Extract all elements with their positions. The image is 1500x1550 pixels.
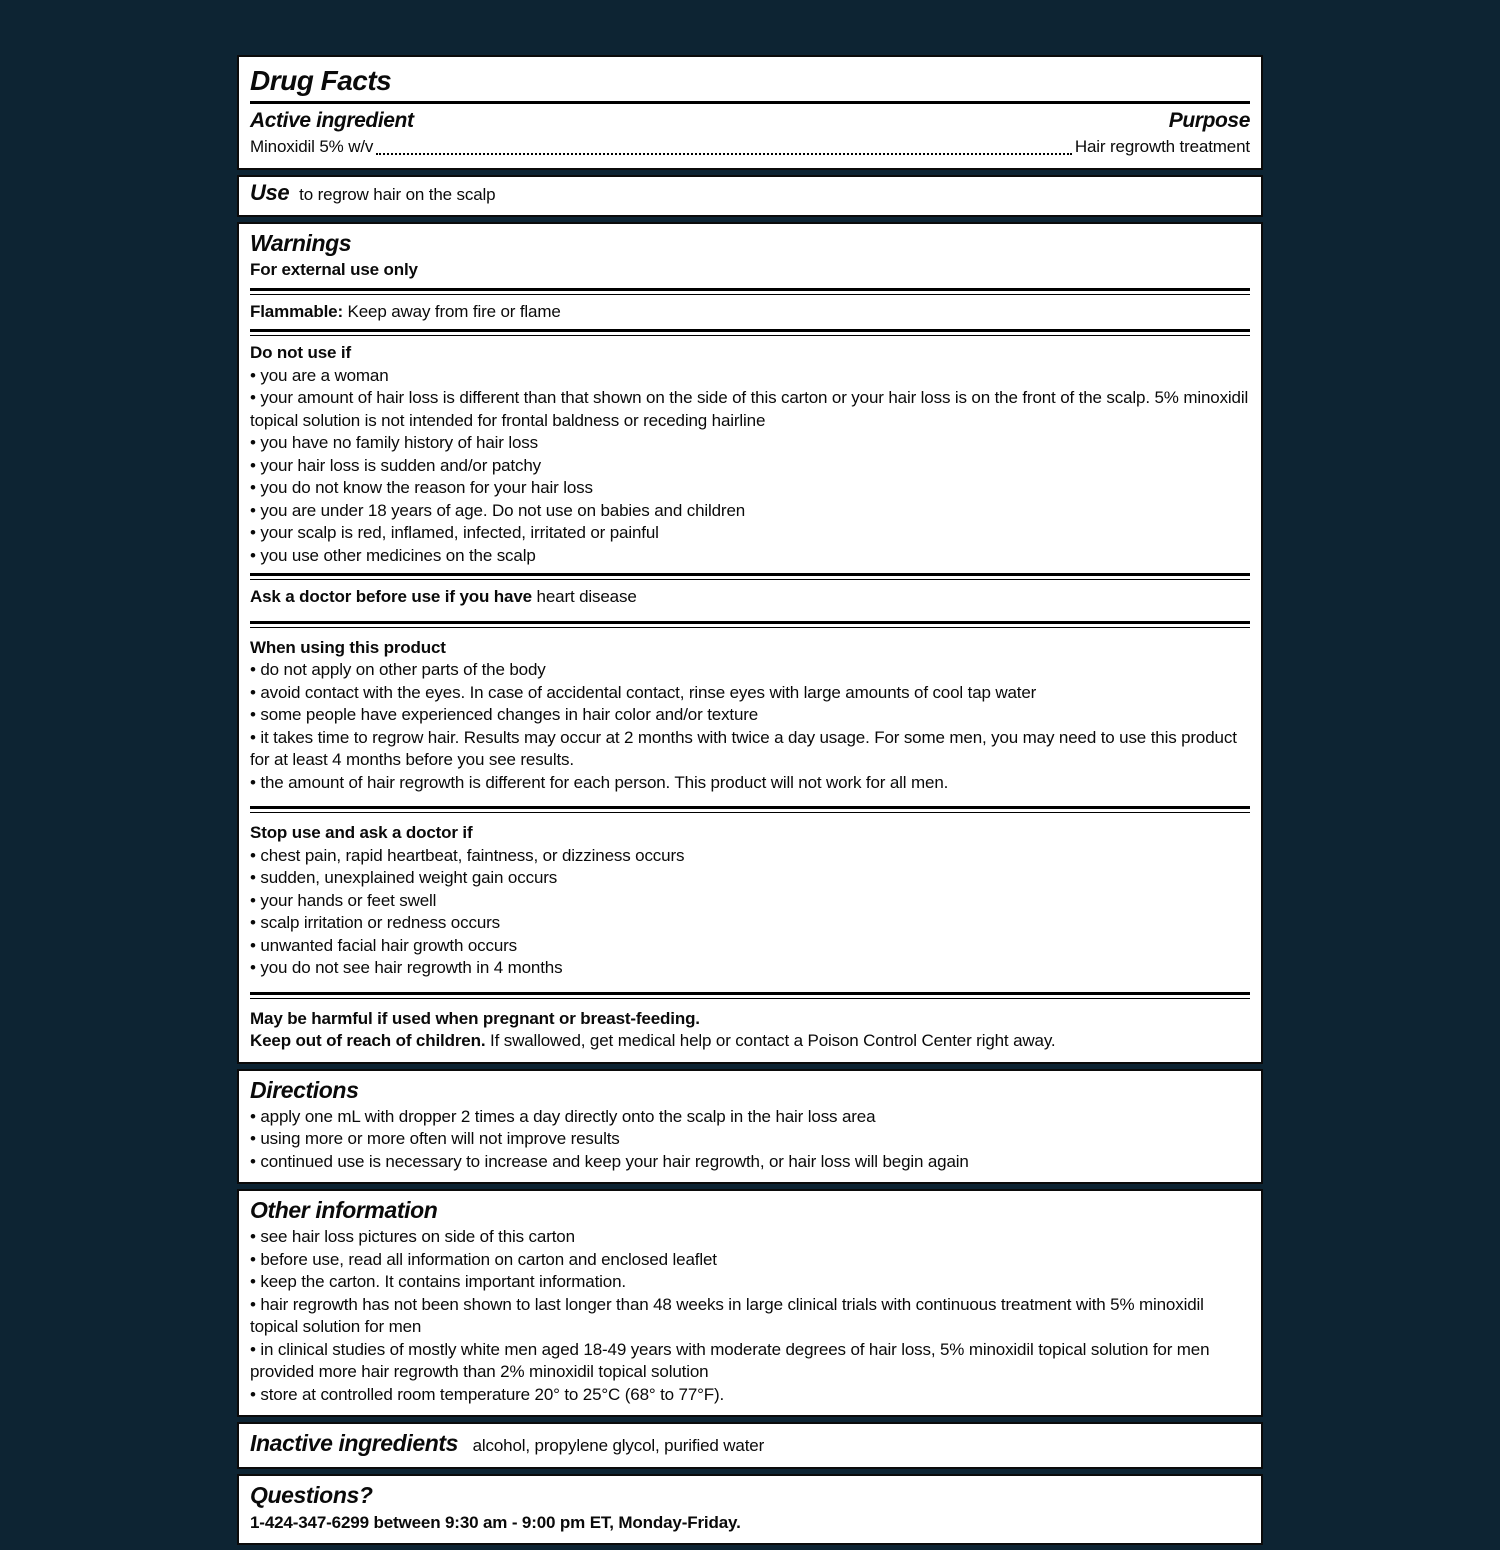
directions-section <box>237 1069 1263 1185</box>
list-item: • continued use is necessary to increase and keep your hair regrowth, or hair loss will begin again <box>250 1151 1250 1174</box>
children-warning <box>250 1030 1250 1053</box>
header-section <box>237 55 1263 170</box>
flammable-label: Flammable: <box>250 301 343 321</box>
list-item: • you do not know the reason for your hair loss <box>250 477 1250 500</box>
list-item: • using more or more often will not improve results <box>250 1128 1250 1151</box>
ask-doctor-warning <box>250 586 1250 609</box>
list-item: • you are a woman <box>250 365 1250 388</box>
list-item: • chest pain, rapid heartbeat, faintness, or dizziness occurs <box>250 845 1250 868</box>
questions-phone: 1-424-347-6299 between 9:30 am - 9:00 pm ET, Monday-Friday. <box>250 1512 741 1532</box>
list-item: • you are under 18 years of age. Do not use on babies and children <box>250 500 1250 523</box>
ingredient-purpose: Hair regrowth treatment <box>1074 137 1250 156</box>
divider <box>250 621 1250 628</box>
list-item: • see hair loss pictures on side of this carton <box>250 1226 1250 1249</box>
dot-leader <box>376 153 1072 155</box>
drug-facts-title: Drug Facts <box>250 65 392 96</box>
divider <box>250 329 1250 336</box>
purpose-label: Purpose <box>1168 109 1250 132</box>
list-item: • keep the carton. It contains important information. <box>250 1271 1250 1294</box>
list-item: • the amount of hair regrowth is different for each person. This product will not work for all men. <box>250 772 1250 795</box>
inactive-ingredients-section <box>237 1422 1263 1469</box>
list-item: • your amount of hair loss is different than that shown on the side of this carton or your hair loss is on the front of the scalp. 5% minoxidil topical solution is not intended for frontal baldness or receding hairline <box>250 387 1250 432</box>
use-text: to regrow hair on the scalp <box>299 184 496 204</box>
list-item: • it takes time to regrow hair. Results may occur at 2 months with twice a day usage. For some men, you may need to use this product for at least 4 months before you see results. <box>250 727 1250 772</box>
list-item: • scalp irritation or redness occurs <box>250 912 1250 935</box>
ask-doctor-label: Ask a doctor before use if you have <box>250 587 532 606</box>
stop-use-heading: Stop use and ask a doctor if <box>250 823 473 842</box>
list-item: • before use, read all information on carton and enclosed leaflet <box>250 1249 1250 1272</box>
inactive-ingredients-text: alcohol, propylene glycol, purified water <box>472 1436 765 1455</box>
divider <box>250 288 1250 295</box>
use-heading: Use <box>250 179 290 205</box>
title-rule <box>250 101 1250 104</box>
flammable-warning <box>250 301 1250 324</box>
list-item: • you use other medicines on the scalp <box>250 545 1250 568</box>
list-item: • store at controlled room temperature 20° to 25°C (68° to 77°F). <box>250 1384 1250 1407</box>
list-item: • do not apply on other parts of the body <box>250 659 1250 682</box>
warnings-heading: Warnings <box>250 230 352 256</box>
questions-heading: Questions? <box>250 1481 373 1508</box>
list-item: • you do not see hair regrowth in 4 months <box>250 957 1250 980</box>
pregnancy-warning: May be harmful if used when pregnant or breast-feeding. <box>250 1008 700 1028</box>
list-item: • avoid contact with the eyes. In case of accidental contact, rinse eyes with large amounts of cool tap water <box>250 682 1250 705</box>
list-item: • your hair loss is sudden and/or patchy <box>250 455 1250 478</box>
list-item: • your hands or feet swell <box>250 890 1250 913</box>
list-item: • in clinical studies of mostly white men aged 18-49 years with moderate degrees of hair loss, 5% minoxidil topical solution for men provided more hair regrowth than 2% minoxidil topical solution <box>250 1339 1250 1384</box>
list-item: • apply one mL with dropper 2 times a day directly onto the scalp in the hair loss area <box>250 1106 1250 1129</box>
list-item: • you have no family history of hair loss <box>250 432 1250 455</box>
warnings-section <box>237 222 1263 1064</box>
inactive-ingredients-heading: Inactive ingredients <box>250 1430 459 1456</box>
ask-doctor-text: heart disease <box>531 587 637 606</box>
list-item: • sudden, unexplained weight gain occurs <box>250 867 1250 890</box>
divider <box>250 806 1250 813</box>
active-ingredient-label: Active ingredient <box>250 109 414 132</box>
children-label: Keep out of reach of children. <box>250 1031 486 1050</box>
other-information-section <box>237 1189 1263 1417</box>
flammable-text: Keep away from fire or flame <box>342 301 561 321</box>
list-item: • unwanted facial hair growth occurs <box>250 935 1250 958</box>
do-not-use-heading: Do not use if <box>250 343 351 362</box>
use-section <box>237 175 1263 218</box>
active-ingredient-row <box>250 108 1250 134</box>
other-information-heading: Other information <box>250 1197 438 1223</box>
external-use-warning: For external use only <box>250 260 418 279</box>
drug-facts-label <box>237 55 1263 1550</box>
when-using-heading: When using this product <box>250 637 446 657</box>
ingredient-name: Minoxidil 5% w/v <box>250 137 374 156</box>
divider <box>250 992 1250 999</box>
list-item: • some people have experienced changes in hair color and/or texture <box>250 704 1250 727</box>
ingredient-row <box>250 136 1250 159</box>
list-item: • hair regrowth has not been shown to last longer than 48 weeks in large clinical trials with continuous treatment with 5% minoxidil topical solution for men <box>250 1294 1250 1339</box>
questions-section <box>237 1474 1263 1546</box>
divider <box>250 573 1250 580</box>
directions-heading: Directions <box>250 1076 359 1103</box>
list-item: • your scalp is red, inflamed, infected, irritated or painful <box>250 522 1250 545</box>
children-text: If swallowed, get medical help or contact a Poison Control Center right away. <box>485 1031 1056 1050</box>
